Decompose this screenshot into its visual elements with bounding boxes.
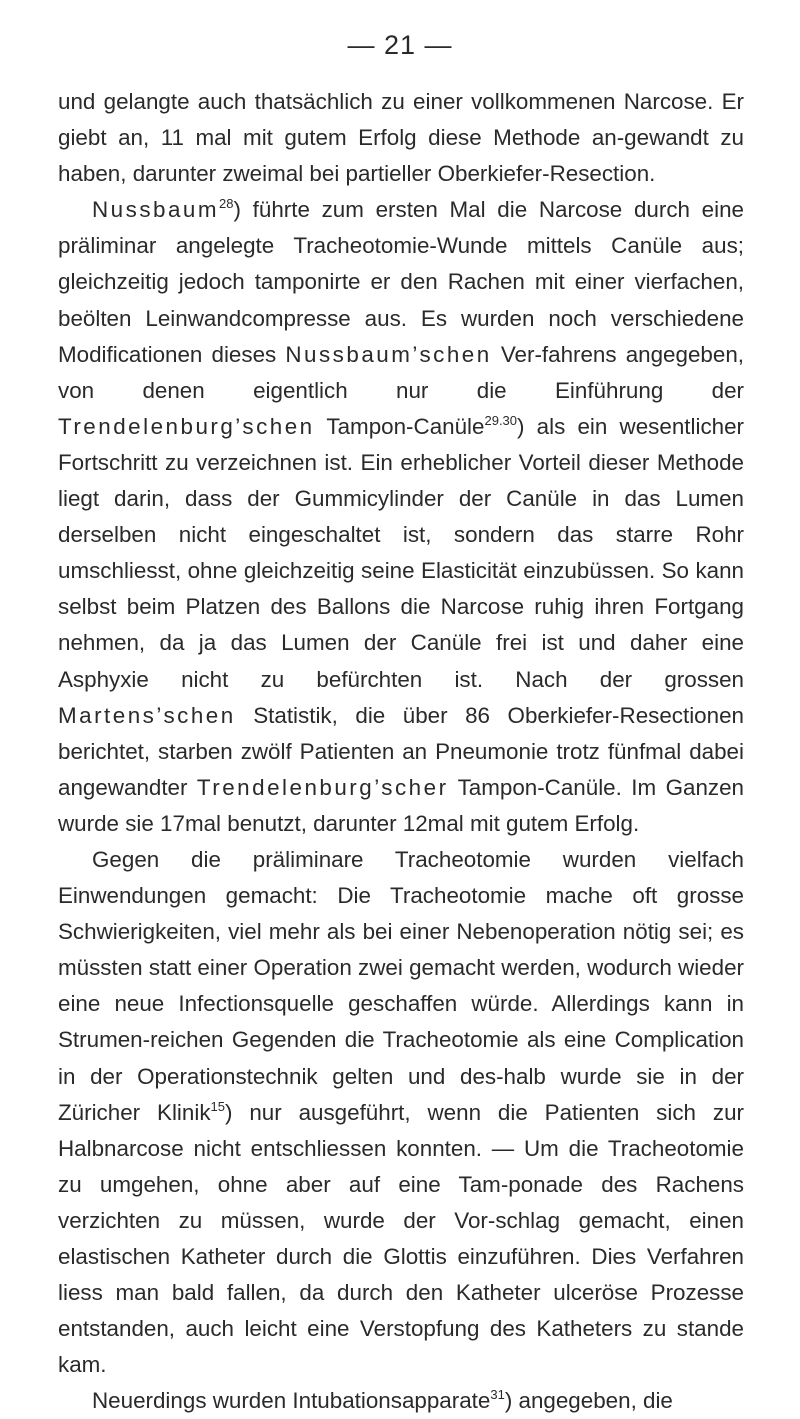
footnote-ref-29-30: 29.30: [484, 412, 518, 428]
paragraph-1: [58, 84, 744, 192]
paragraph-2-text: ) führte zum ersten Mal die Narcose durch eine präliminar angelegte Tracheotomie-Wunde mittels Canüle aus; gleichzeitig jedoch tamponirte er den Rachen mit einer vierfachen, beölten Leinwandcompresse aus. Es wurden noch verschiedene Modificationen dieses: [58, 197, 744, 367]
paragraph-4-text: Neuerdings wurden Intubationsapparate: [92, 1388, 491, 1414]
paragraph-4: [58, 1383, 744, 1419]
paragraph-4-text: ) angegeben, die: [504, 1388, 673, 1414]
paragraph-3-text: Gegen die präliminare Tracheotomie wurden vielfach Einwendungen gemacht: Die Tracheotomie mache oft grosse Schwierigkeiten, viel mehr als bei einer Nebenoperation nötig sei; es müssten statt einer Operation zwei gemacht werden, wodurch wieder eine neue Infectionsquelle geschaffen würde. Allerdings kann in Strumen-reichen Gegenden die Tracheotomie als eine Complication in der Operationstechnik gelten und des-halb wurde sie in der Züricher Klinik: [58, 846, 744, 1125]
paragraph-2-text: Ver-fahrens angegeben, von denen eigentlich nur die Einführung der: [58, 341, 744, 403]
document-body: [58, 84, 744, 1419]
paragraph-2-text: Tampon-Canüle. Im Ganzen wurde sie 17mal benutzt, darunter 12mal mit gutem Erfolg.: [58, 774, 744, 836]
paragraph-2-text: Statistik, die über 86 Oberkiefer-Resectionen berichtet, starben zwölf Patienten an Pneumonie trotz fünfmal dabei angewandter: [58, 702, 744, 800]
author-name-trendelenburgscher: Trendelenburg’scher: [196, 774, 449, 800]
page-number: — 21 —: [347, 30, 453, 60]
paragraph-3: [58, 842, 744, 1383]
paragraph-2-text: ) als ein wesentlicher Fortschritt zu verzeichnen ist. Ein erheblicher Vorteil dieser Methode liegt darin, dass der Gummicylinder der Canüle in das Lumen derselben nicht eingeschaltet ist, sondern das starre Rohr umschliesst, ohne gleichzeitig seine Elasticität einzubüssen. So kann selbst beim Platzen des Ballons die Narcose ruhig ihren Fortgang nehmen, da ja das Lumen der Canüle frei ist und daher eine Asphyxie nicht zu befürchten ist. Nach der grossen: [58, 413, 744, 692]
author-name-nussbaum: Nussbaum: [92, 197, 220, 223]
author-name-nussbaumschen: Nussbaum’schen: [285, 341, 492, 367]
footnote-ref-31: 31: [490, 1387, 505, 1403]
author-name-trendelenburgschen: Trendelenburg’schen: [58, 413, 315, 439]
author-name-martensschen: Martens’schen: [58, 702, 236, 728]
paragraph-2-text: Tampon-Canüle: [314, 413, 485, 439]
paragraph-1-text: und gelangte auch thatsächlich zu einer vollkommenen Narcose. Er giebt an, 11 mal mit gutem Erfolg diese Methode an-gewandt zu haben, darunter zweimal bei partieller Oberkiefer-Resection.: [58, 89, 744, 187]
paragraph-3-text: ) nur ausgeführt, wenn die Patienten sich zur Halbnarcose nicht entschliessen konnten. — Um die Tracheotomie zu umgehen, ohne aber auf eine Tam-ponade des Rachens verzichten zu müssen, wurde der Vor-schlag gemacht, einen elastischen Katheter durch die Glottis einzuführen. Dies Verfahren liess man bald fallen, da durch den Katheter ulceröse Prozesse entstanden, auch leicht eine Verstopfung des Katheters zu stande kam.: [58, 1099, 744, 1378]
footnote-ref-15: 15: [210, 1098, 225, 1114]
footnote-ref-28: 28: [219, 196, 234, 212]
paragraph-2: [58, 192, 744, 842]
